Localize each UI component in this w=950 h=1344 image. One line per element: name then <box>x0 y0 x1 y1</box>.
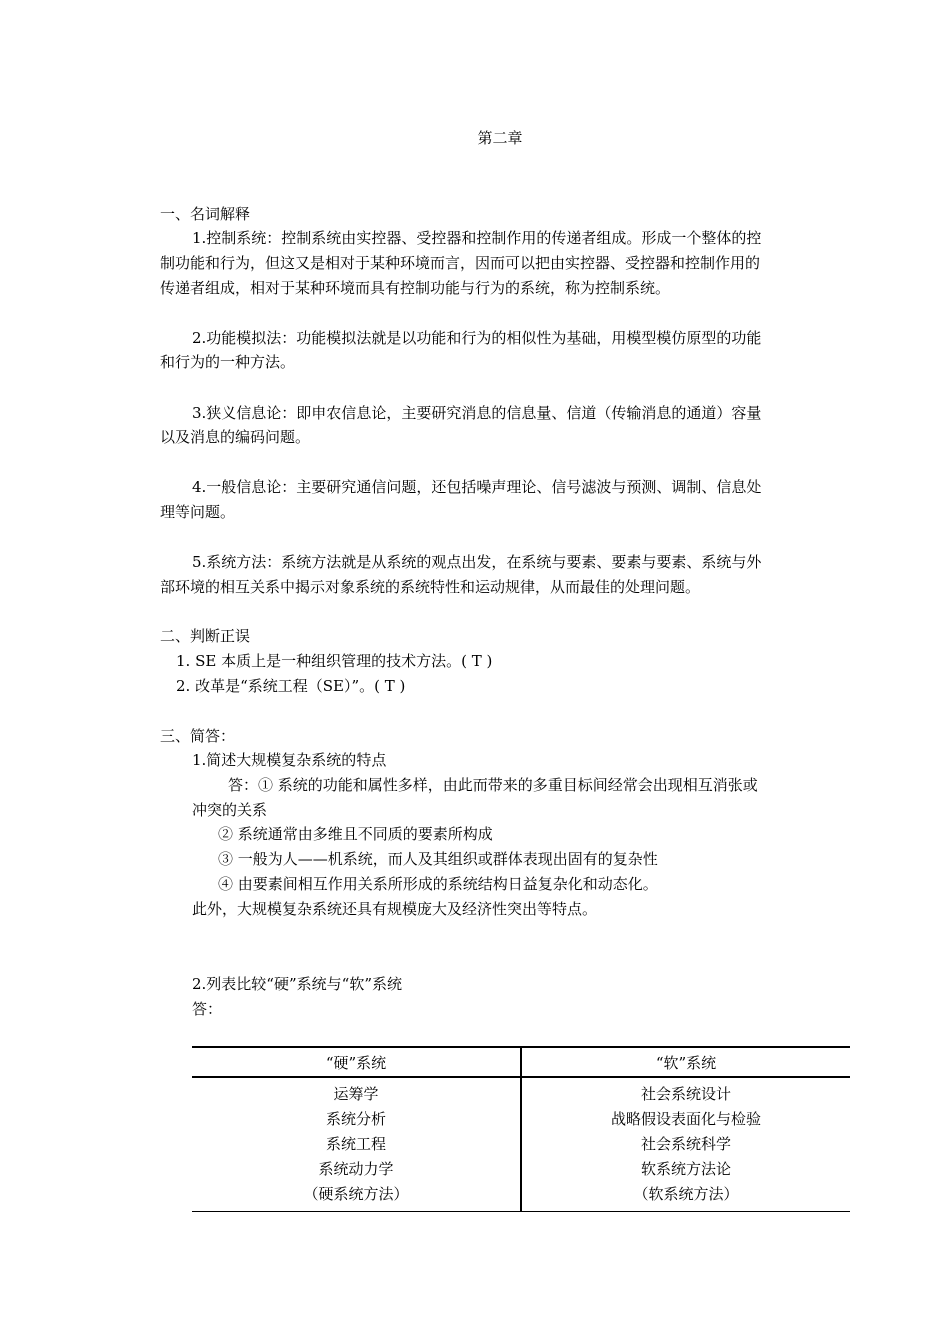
table-cell-soft: 战略假设表面化与检验 <box>610 1110 761 1128</box>
question-1-point-3: ③ 一般为人——机系统，而人及其组织或群体表现出固有的复杂性 <box>218 850 658 868</box>
table-cell-hard: 系统工程 <box>192 1132 521 1157</box>
table-cell-soft: 社会系统科学 <box>640 1135 731 1153</box>
section2-heading: 二、判断正误 <box>160 627 251 645</box>
table-cell-hard: （硬系统方法） <box>192 1182 521 1212</box>
table-cell-soft: 社会系统设计 <box>640 1085 731 1103</box>
definition-1-line3: 传递者组成，相对于某种环境而具有控制功能与行为的系统，称为控制系统。 <box>160 279 671 297</box>
definition-4-line2: 理等问题。 <box>160 503 236 521</box>
definition-2-line2: 和行为的一种方法。 <box>160 353 296 371</box>
definition-4-line1: 4.一般信息论：主要研究通信问题，还包括噪声理论、信号滤波与预测、调制、信息处 <box>192 478 762 496</box>
definition-5-line1: 5.系统方法：系统方法就是从系统的观点出发，在系统与要素、要素与要素、系统与外 <box>192 553 762 571</box>
table-cell-hard: 系统分析 <box>192 1107 521 1132</box>
table-header-hard: “硬”系统 <box>192 1047 521 1077</box>
judgement-item-1: 1. SE 本质上是一种组织管理的技术方法。( T ) <box>176 652 493 670</box>
table-cell-soft: 软系统方法论 <box>640 1160 731 1178</box>
table-row <box>192 1182 850 1212</box>
question-2-answer: 答： <box>192 1000 223 1018</box>
table-header-soft: “软”系统 <box>521 1047 850 1077</box>
definition-3-line2: 以及消息的编码问题。 <box>160 428 311 446</box>
question-1-answer-line1: 答：① 系统的功能和属性多样，由此而带来的多重目标间经常会出现相互消张或 <box>228 776 758 794</box>
definition-1-line1: 1.控制系统：控制系统由实控器、受控器和控制作用的传递者组成。形成一个整体的控 <box>192 229 762 247</box>
question-1-answer-line2: 冲突的关系 <box>192 801 268 819</box>
question-2-title: 2.列表比较“硬”系统与“软”系统 <box>192 975 402 993</box>
definition-2-line1: 2.功能模拟法：功能模拟法就是以功能和行为的相似性为基础，用模型模仿原型的功能 <box>192 329 762 347</box>
table-row <box>192 1077 850 1107</box>
table-row <box>192 1157 850 1182</box>
table-header-row <box>192 1047 850 1077</box>
question-1-point-4: ④ 由要素间相互作用关系所形成的系统结构日益复杂化和动态化。 <box>218 875 658 893</box>
chapter-title: 第二章 <box>477 129 523 147</box>
comparison-table <box>192 1046 850 1212</box>
table-cell-hard: 系统动力学 <box>192 1157 521 1182</box>
definition-5-line2: 部环境的相互关系中揭示对象系统的系统特性和运动规律，从而最佳的处理问题。 <box>160 578 701 596</box>
section1-heading: 一、名词解释 <box>160 205 251 223</box>
table-cell-soft: （软系统方法） <box>521 1182 850 1212</box>
question-1-title: 1.简述大规模复杂系统的特点 <box>192 751 387 769</box>
question-1-extra: 此外，大规模复杂系统还具有规模庞大及经济性突出等特点。 <box>192 900 598 918</box>
table-row <box>192 1107 850 1132</box>
definition-1-line2: 制功能和行为，但这又是相对于某种环境而言，因而可以把由实控器、受控器和控制作用的 <box>160 254 761 272</box>
section3-heading: 三、简答： <box>160 727 236 745</box>
question-1-point-2: ② 系统通常由多维且不同质的要素所构成 <box>218 825 493 843</box>
definition-3-line1: 3.狭义信息论：即申农信息论，主要研究消息的信息量、信道（传输消息的通道）容量 <box>192 404 762 422</box>
judgement-item-2: 2. 改革是“系统工程（SE）”。( T ) <box>176 677 406 695</box>
table-cell-hard: 运筹学 <box>192 1077 521 1107</box>
table-row <box>192 1132 850 1157</box>
